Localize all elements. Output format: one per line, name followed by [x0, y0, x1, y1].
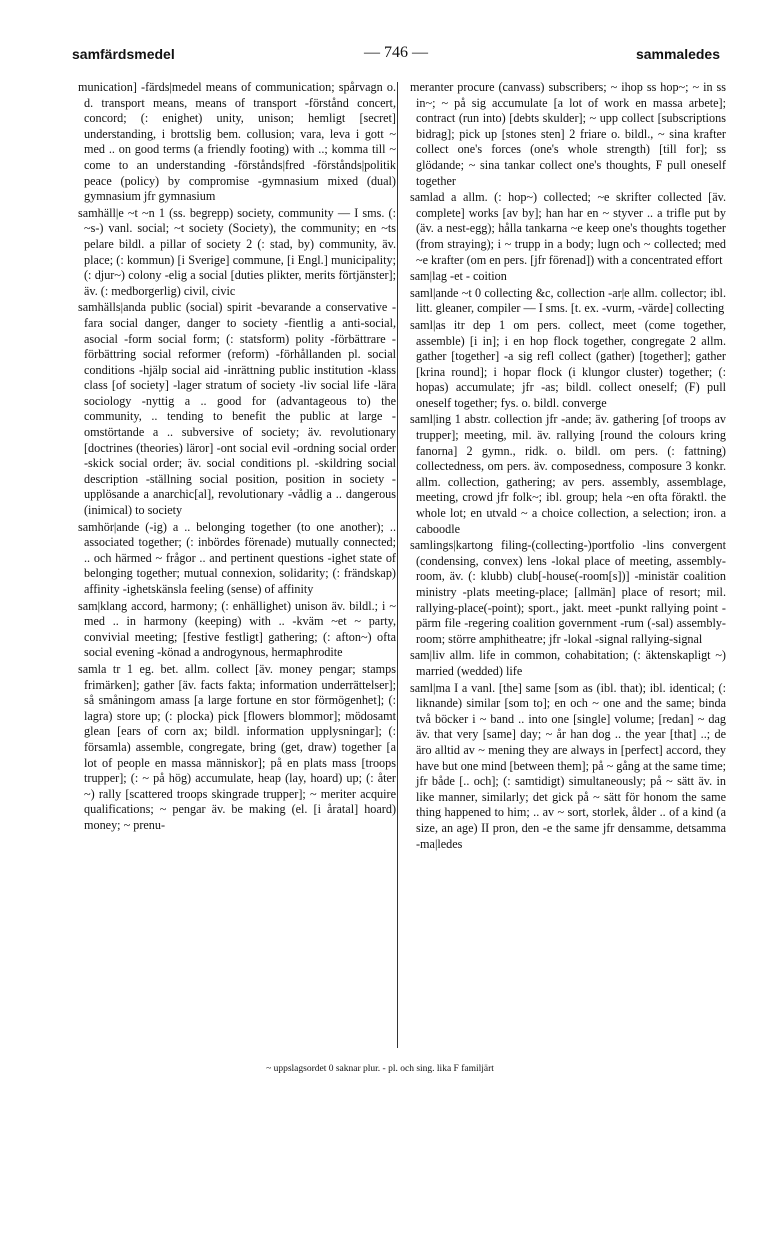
- entry: samhälls|anda public (social) spirit -bevarande a conservative -fara social danger, danger to society -fientlig a anti-social, asocial -form social form; (: statsform) polity -förbättrare -förbättring social reformer (reform) -förhållanden pl. social conditions -hjälp social aid -inrättning public institution -klass class [of society] -lager stratum of society -liv social life -lära sociology -nyttig a .. good for (advantageous to) the community, .. tending to benefit the public at large -omstörtande a .. subversive of society; äv. revolutionary [doctrines (theories) läror] -ont social evil -ordning social order -skick social order; äv. social conditions pl. -skildring social description -ställning social position, position in society -upplösande a anarchic[al], revolutionary -vådlig a .. dangerous (inimical) to society: [78, 300, 396, 518]
- entry: saml|as itr dep 1 om pers. collect, meet (come together, assemble) [i in]; i en hop flock together, congregate 2 allm. gather [together] -a sig refl collect (gather) [together]; gather [krina round]; i hopar flock (i klungor cluster) together; (: hopas) accumulate; jfr -as; bildl. collect oneself; (F) pull oneself together; fys. o. bildl. converge: [410, 317, 726, 410]
- entry: munication] -färds|medel means of communication; spårvagn o. d. transport means, means of transport -förstånd concert, concord; (: enighet) unity, unison; hemligt [secret] understanding, i brottslig bem. collusion; vara, leva i gott ~ med .. on good terms (a friendly footing) with ..; komma till ~ come to an understanding -förstånds|fred -förstånds|politik peace (policy) by compromise -gymnasium mixed (dual) gymnasium jfr gymnasium: [78, 80, 396, 204]
- left-column: [78, 80, 396, 835]
- column-divider: [397, 82, 398, 1048]
- right-column: [410, 80, 726, 853]
- entry: sam|klang accord, harmony; (: enhällighet) unison äv. bildl.; i ~ med .. in harmony (keeping) with .. -kväm ~et ~ party, convivial meeting; [festive festligt] gathering; (: afton~) ofta social evening -könad a androgynous, hermaphrodite: [78, 598, 396, 660]
- entry: sam|liv allm. life in common, cohabitation; (: äktenskapligt ~) married (wedded) life: [410, 648, 726, 678]
- entry: samhäll|e ~t ~n 1 (ss. begrepp) society, community — I sms. (: ~s-) vanl. social; ~t society (Society), the community; en ~ts pelare bildl. a pillar of society 2 (: stad, by) community, äv. place; (: kommun) [i Sverige] commune, [i Engl.] municipality; (: djur~) colony -elig a social [duties plikter, merits förtjänster]; äv. (: medborgerlig) civil, civic: [78, 205, 396, 298]
- entry: samlings|kartong filing-(collecting-)portfolio -lins convergent (condensing, convex) lens -lokal place of meeting, assembly-room, äv. (: klubb) club[-house(-room[s])] -ministär coalition ministry -plats meeting-place; [allmän] place of resort; mil. rallying-place(-point); sport., jakt. meet -punkt rallying point -pärm file -regering coalition government -rum (-sal) assembly-room; större amphitheatre; jfr -lokal -signal rallying-signal: [410, 538, 726, 646]
- page-number: — 746 —: [364, 44, 428, 61]
- header-left-word: samfärdsmedel: [72, 46, 175, 62]
- entry: sam|lag -et - coition: [410, 269, 507, 284]
- page-header: [72, 46, 720, 68]
- entry: saml|ing 1 abstr. collection jfr -ande; äv. gathering [of troops av trupper]; meeting, mil. äv. rallying [round the colours kring fanorna] 2 gymn., ridk. o. bildl. om pers. (: fattning) collectedness, om pers. äv. composedness, composure 3 konkr. allm. collection, gathering; av pers. assembly, assemblage, meeting, crowd jfr folk~; ibl. group; hela ~en ofta föraktl. the whole lot; en utvald ~ a choice collection, a selection; iron. a caboodle: [410, 412, 726, 536]
- entry: saml|ma I a vanl. [the] same [som as (ibl. that); ibl. identical; (: liknande) similar [som to]; en och ~ one and the same; binda två böcker i ~ band .. into one [single] volume; [redan] ~ dag äv. that very [same] day; ~ år han dog .. the year [that] ..; de äro alltid av ~ mening they are always in [perfect] accord, they have but one mind [between them]; på ~ gång at the same time; jfr både [.. och]; (: samtidigt) simultaneously; på ~ sätt äv. in like manner, similarly; det gick på ~ sätt för honom the same thing happened to him; .. av ~ sort, storlek, ålder .. of a kind (a size, an age) II pron, den -e the same jfr densamme, detsamma -ma|ledes: [410, 680, 726, 851]
- header-right-word: sammaledes: [635, 46, 720, 62]
- abbreviation-legend: ~ uppslagsordet 0 saknar plur. - pl. och sing. lika F familjärt: [266, 1064, 494, 1074]
- entry: meranter procure (canvass) subscribers; ~ ihop ss hop~; ~ in ss in~; ~ på sig accumulate [a lot of work en massa arbete]; contract (run into) [debts skulder]; ~ upp collect [subscriptions bidrag]; pick up [stones sten] 2 friare o. bildl., ~ sina krafter collect one's forces (one's whole strength) [till for]; ss glödande; ~ sina tankar collect one's thoughts, F pull oneself together: [410, 80, 726, 188]
- entry: samla tr 1 eg. bet. allm. collect [äv. money pengar; stamps frimärken]; gather [äv. facts fakta; information underrättelser]; så småningom amass [a large fortune en stor förmögenhet]; (: lagra) store up; (: plocka) pick [flowers blommor]; mödosamt glean [ears of corn ax; bildl. information upplysningar]; (: församla) assemble, congregate, bring (get, draw) together [a lot of people en massa människor]; på en plats mass [troops trupper]; (: ~ på hög) accumulate, heap (lay, hoard) up; (: åter ~) rally [scattered troops skingrade trupper]; ~ meriter acquire qualifications; ~ pengar äv. be making (el. [i åratal] hoard) money; ~ prenu-: [78, 661, 396, 832]
- entry: samlad a allm. (: hop~) collected; ~e skrifter collected [äv. complete] works [av by]; han har en ~ styver .. a trifle put by (äv. a nest-egg); hålla tankarna ~e keep one's thoughts together (from straying); i ~ trupp in a body; lugn och ~ collected; med ~e krafter (om en pers. [jfr förenad]) with a concentrated effort: [410, 190, 726, 267]
- entry: saml|ande ~t 0 collecting &c, collection -ar|e allm. collector; ibl. litt. gleaner, compiler — I sms. [t. ex. -vurm, -värde] collecting: [410, 285, 726, 316]
- entry: samhör|ande (-ig) a .. belonging together (to one another); .. associated together; (: inbördes förenade) mutually connected; .. och härmed ~ frågor .. and pertinent questions -ighet state of belonging together; mutual connexion, solidarity; (: frändskap) affinity -ighetskänsla feeling (sense) of affinity: [78, 519, 396, 596]
